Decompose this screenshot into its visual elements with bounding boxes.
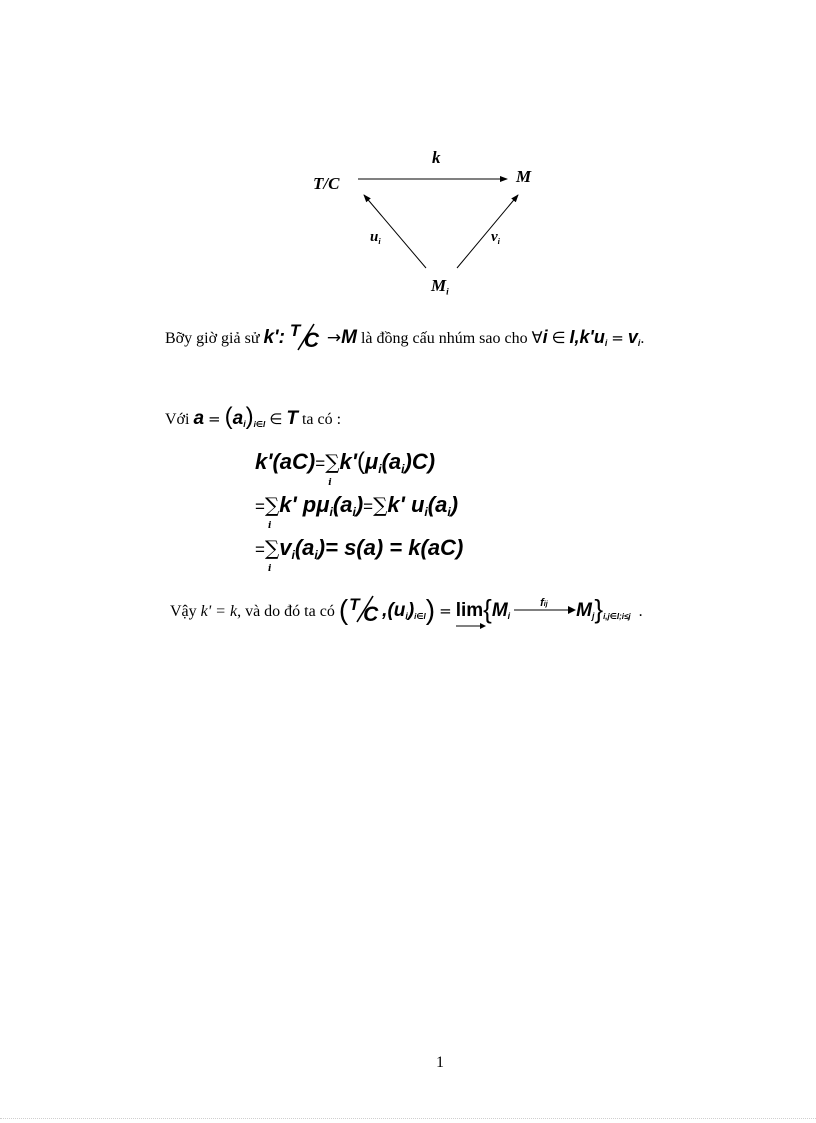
p2-in: ∈ [269, 410, 283, 428]
eq3-rest: = s(a) = k(aC) [325, 535, 464, 560]
eq2-arg-sub: i [352, 505, 356, 520]
p2-a: a [193, 408, 205, 429]
p2-text-after: ta có : [301, 411, 342, 428]
eq1-mu: μ [364, 449, 379, 474]
arrow-v [457, 195, 518, 268]
eq1-close: )C) [404, 449, 436, 474]
p3-lim-arrow [456, 622, 486, 630]
eq3-eq: = [255, 540, 265, 559]
p1-target: M [341, 327, 357, 348]
p3-comma: , [382, 600, 388, 621]
eq1-mu-sub: i [378, 462, 382, 477]
p1-in: ∈ [551, 328, 566, 347]
eq1-sigma: ∑ i [325, 450, 339, 474]
label-u [370, 229, 381, 246]
eq1-k: k' [339, 449, 357, 474]
eq2-kp: k' pμ [279, 492, 330, 517]
p3-u-close: ) [407, 600, 415, 621]
p3-map-line [514, 606, 576, 614]
label-u-main: u [370, 229, 379, 245]
p3-frac-num: T [349, 595, 360, 614]
paragraph-3 [170, 596, 643, 630]
node-mi-main: M [431, 276, 447, 295]
eq1-eq: = [315, 454, 326, 473]
eq2-u-sub: i [424, 505, 428, 520]
eq3-v-sub: i [291, 548, 295, 563]
eq2-arg: (a [332, 492, 353, 517]
eq2-close2: ) [450, 492, 459, 517]
p3-text-middle: , và do đó ta có [237, 603, 335, 620]
commutative-diagram [0, 0, 816, 320]
p1-I: I, [569, 327, 580, 347]
p2-eq: = [208, 410, 221, 428]
p2-T: T [286, 408, 298, 429]
p2-lparen: ( [224, 403, 233, 430]
eq1-arg-sub: i [401, 462, 405, 477]
node-mi-sub: i [446, 287, 449, 298]
p2-rparen: ) [245, 403, 254, 430]
p3-map-arrow [514, 598, 576, 616]
p3-lim-text: lim [455, 600, 484, 621]
page-number: 1 [436, 1054, 444, 1071]
eq1-sigma-sub: i [328, 478, 332, 488]
eq3-sigma-sub: i [267, 564, 272, 574]
p2-index: i∈I [253, 419, 266, 429]
p3-lparen: ( [338, 594, 349, 625]
p3-eq: = [439, 602, 452, 620]
p1-i: i [542, 327, 548, 347]
p3-mj-sub: j [591, 611, 595, 622]
label-v-sub: i [497, 236, 500, 246]
eq1-arg: (a [381, 449, 402, 474]
p3-u: (u [387, 600, 406, 621]
p3-mj: M [576, 600, 592, 621]
p2-ai: a [232, 408, 244, 429]
p1-cond-u: u [593, 327, 605, 347]
p1-cond-v-sub: i [637, 338, 641, 349]
eq2-mu-sub: i [329, 505, 333, 520]
p3-k-eq: k' = k [200, 603, 238, 620]
p3-brace-r: } [594, 594, 604, 624]
p1-text-middle: là đồng cấu nhúm sao cho [360, 330, 528, 347]
p3-mi: M [491, 600, 508, 621]
p1-eq: = [611, 329, 624, 347]
p3-lim [456, 598, 483, 625]
eq1-lhs: k'(aC) [255, 449, 316, 474]
node-tc: T/C [313, 174, 340, 193]
p2-text-before: Với [165, 411, 190, 428]
p3-index: i,j∈I;i≤j [603, 611, 631, 621]
p3-mi-sub: i [507, 611, 511, 622]
p1-forall: ∀ [531, 328, 543, 347]
p1-period: . [640, 330, 645, 347]
eq3-sigma: ∑ i [265, 536, 279, 560]
equation-line-1 [255, 447, 436, 488]
label-v-main: v [491, 229, 498, 245]
p3-u-sub: i [405, 611, 408, 622]
eq2-arg2-sub: i [447, 505, 451, 520]
eq2-sigma2: ∑ [373, 493, 388, 517]
eq3-v: v [279, 535, 292, 560]
eq2-sigma: ∑ i [265, 493, 279, 517]
p1-cond-v: v [627, 327, 638, 347]
equation-line-3 [255, 533, 464, 574]
eq2-k2: k' u [387, 492, 425, 517]
p3-frac-den: C [363, 603, 379, 626]
p1-frac-num: T [289, 321, 301, 340]
p3-u-index: i∈I [414, 611, 426, 621]
p1-cond-u-sub: i [604, 338, 608, 349]
node-m: M [516, 167, 532, 186]
eq2-sigma-sub: i [267, 521, 272, 531]
p1-frac-den: C [303, 329, 320, 352]
eq3-arg: (a [294, 535, 315, 560]
paragraph-1 [165, 321, 645, 358]
eq2-eq: = [255, 497, 265, 516]
p1-text-before: Bỡy giờ giả sử [165, 330, 260, 347]
p1-arrow: → [326, 328, 342, 348]
eq2-close: ) [355, 492, 364, 517]
p3-period: . [638, 603, 643, 620]
p1-cond-k: k' [579, 327, 594, 347]
paragraph-2 [165, 405, 341, 437]
eq1-lparen: ( [356, 448, 365, 475]
label-v [491, 229, 500, 246]
p3-map-label: fij [540, 597, 548, 609]
eq3-arg-sub: i [314, 548, 318, 563]
equation-line-2 [255, 490, 459, 531]
eq2-arg2: (a [427, 492, 448, 517]
p3-rparen: ) [425, 594, 436, 625]
p3-quotient [348, 595, 382, 626]
node-mi [431, 276, 449, 297]
p2-ai-sub: i [243, 419, 246, 430]
p1-colon: : [278, 327, 285, 348]
p1-quotient [289, 321, 323, 352]
p3-text-before: Vậy [170, 603, 197, 620]
label-k: k [432, 148, 441, 167]
eq3-close: ) [317, 535, 326, 560]
label-u-sub: i [378, 236, 381, 246]
p1-kprime: k' [263, 327, 279, 348]
page-bottom-rule [0, 1118, 816, 1119]
eq2-eq2: = [363, 497, 374, 516]
p3-brace-l: { [483, 594, 492, 624]
